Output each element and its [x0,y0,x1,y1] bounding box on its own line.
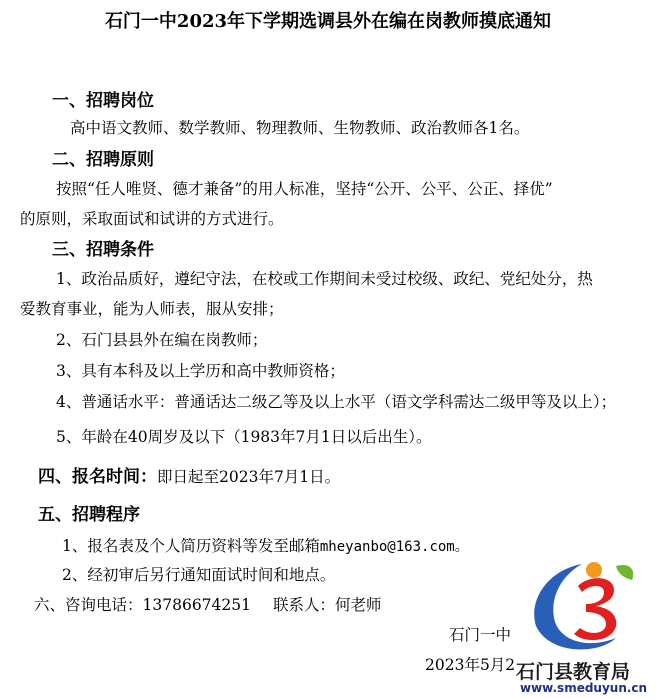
section-1-heading: 一、招聘岗位 [52,91,154,111]
section-1-text: 高中语文教师、数学教师、物理教师、生物教师、政治教师各1名。 [70,119,530,137]
contact-phone: 13786674251 [142,596,251,614]
email-address: mheyanbo@163.com。 [319,539,469,555]
section-2-text-line-2: 的原则，采取面试和试讲的方式进行。 [20,210,284,228]
section-3-item-2: 2、石门县县外在编在岗教师； [56,331,268,349]
watermark-logo [508,556,656,699]
watermark-name: 石门县教育局 [516,661,631,683]
emblem-red-three [574,578,616,640]
section-4-text: 即日起至2023年7月1日。 [157,468,341,486]
section-6-label: 六、咨询电话： [34,596,143,614]
section-3-item-4: 4、普通话水平：普通话达二级乙等及以上水平（语文学科需达二级甲等及以上）； [56,393,617,411]
signature-date: 2023年5月2 [425,656,516,674]
signature-organization: 石门一中 [449,626,512,644]
section-3-item-1-line-1: 1、政治品质好，遵纪守法，在校或工作期间未受过校级、政纪、党纪处分，热 [56,270,593,288]
section-4-heading: 四、报名时间： [38,467,157,487]
section-5-item-2: 2、经初审后另行通知面试时间和地点。 [62,566,336,584]
contact-person: 联系人：何老师 [273,596,382,614]
section-2-text-line-1: 按照“任人唯贤、德才兼备”的用人标准，坚持“公开、公平、公正、择优” [56,180,553,198]
section-6-line [34,598,382,614]
education-bureau-emblem-icon [520,556,640,656]
section-5-item-1-text: 1、报名表及个人简历资料等发至邮箱 [62,537,320,555]
section-4-line [38,469,340,486]
emblem-green-leaf [616,565,633,580]
emblem-orange-dot [586,562,602,578]
section-5-item-1 [62,538,469,555]
section-5-heading: 五、招聘程序 [38,505,140,525]
section-3-item-1-line-2: 爱教育事业，能为人师表，服从安排； [20,300,284,318]
section-3-heading: 三、招聘条件 [52,240,154,260]
section-3-item-3: 3、具有本科及以上学历和高中教师资格； [56,362,345,380]
watermark-url: www.smeduyun.cn [520,681,648,695]
document-title: 石门一中2023年下学期选调县外在编在岗教师摸底通知 [104,11,552,32]
section-2-heading: 二、招聘原则 [52,150,154,170]
section-3-item-5: 5、年龄在40周岁及以下（1983年7月1日以后出生）。 [56,428,432,446]
